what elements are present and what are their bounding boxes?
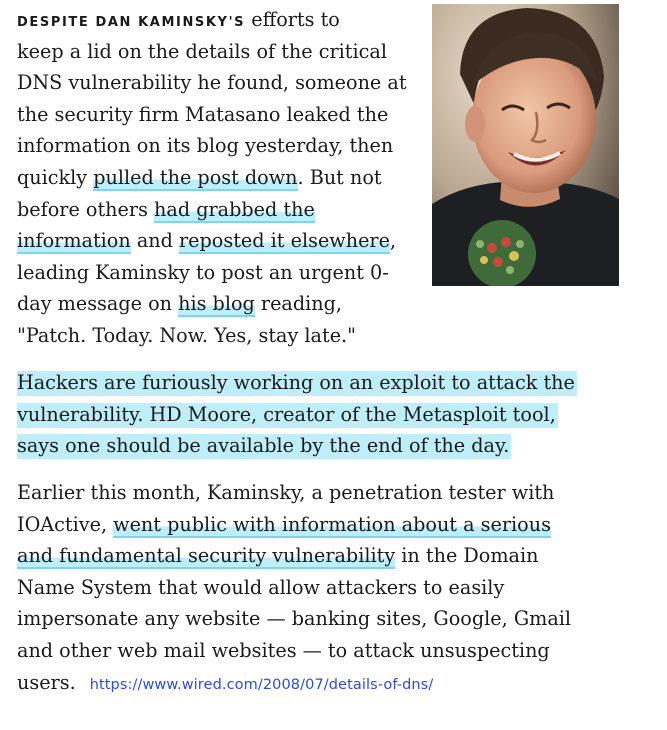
text-line — [17, 162, 407, 194]
text: . But not — [297, 165, 382, 189]
text-line — [17, 4, 407, 36]
text-line: leading Kaminsky to post an urgent 0- — [17, 260, 389, 284]
text: in the Domain — [395, 544, 539, 568]
text: , — [389, 229, 397, 253]
portrait-photo — [432, 4, 619, 286]
paragraph-earlier — [17, 477, 571, 698]
text: before others — [17, 197, 155, 221]
text: efforts to — [245, 8, 340, 31]
text-line: information on its blog yesterday, then — [17, 134, 394, 158]
paragraph-intro — [17, 4, 407, 352]
text-line: keep a lid on the details of the critical — [17, 39, 387, 63]
text-line — [17, 540, 571, 572]
text: and — [130, 229, 179, 253]
text: quickly — [17, 165, 94, 189]
text-line: Earlier this month, Kaminsky, a penetration tester with — [17, 481, 555, 504]
link-pulled-post-down[interactable]: pulled the post down — [93, 165, 298, 189]
text-line: DNS vulnerability he found, someone at — [17, 71, 407, 95]
text-line: the security firm Matasano leaked the — [17, 102, 389, 126]
text-line — [17, 225, 407, 257]
text-line: "Patch. Today. Now. Yes, stay late." — [17, 323, 356, 347]
text-line — [17, 288, 407, 320]
link-had-grabbed-information[interactable]: information — [17, 229, 131, 253]
highlighted-text: Hackers are furiously working on an exploit to attack the — [17, 371, 575, 394]
text-line — [17, 509, 571, 541]
text-line — [17, 194, 407, 226]
link-security-vulnerability[interactable]: and fundamental security vulnerability — [17, 544, 396, 568]
text-line — [17, 367, 577, 399]
text-line — [17, 667, 571, 699]
kicker: DESPITE DAN KAMINSKY'S — [17, 15, 246, 30]
text-line: and other web mail websites — to attack unsuspecting — [17, 638, 550, 662]
highlighted-text: vulnerability. HD Moore, creator of the Metasploit tool, — [17, 402, 556, 426]
link-had-grabbed[interactable]: had grabbed the — [154, 197, 315, 221]
text: IOActive, — [17, 512, 114, 536]
text: day message on — [17, 292, 179, 316]
text-line — [17, 430, 577, 462]
text-line — [17, 399, 577, 431]
highlighted-text: says one should be available by the end of the day. — [17, 434, 510, 458]
text-line: impersonate any website — banking sites, Google, Gmail — [17, 607, 572, 631]
paragraph-highlighted — [17, 367, 577, 462]
link-his-blog[interactable]: his blog — [178, 292, 255, 316]
source-url-link[interactable]: https://www.wired.com/2008/07/details-of-dns/ — [89, 676, 434, 693]
link-reposted-elsewhere[interactable]: reposted it elsewhere — [179, 229, 390, 253]
text-line: Name System that would allow attackers to easily — [17, 575, 505, 599]
text: users. — [17, 670, 76, 694]
link-went-public[interactable]: went public with information about a serious — [113, 512, 551, 536]
text: reading, — [254, 292, 343, 316]
